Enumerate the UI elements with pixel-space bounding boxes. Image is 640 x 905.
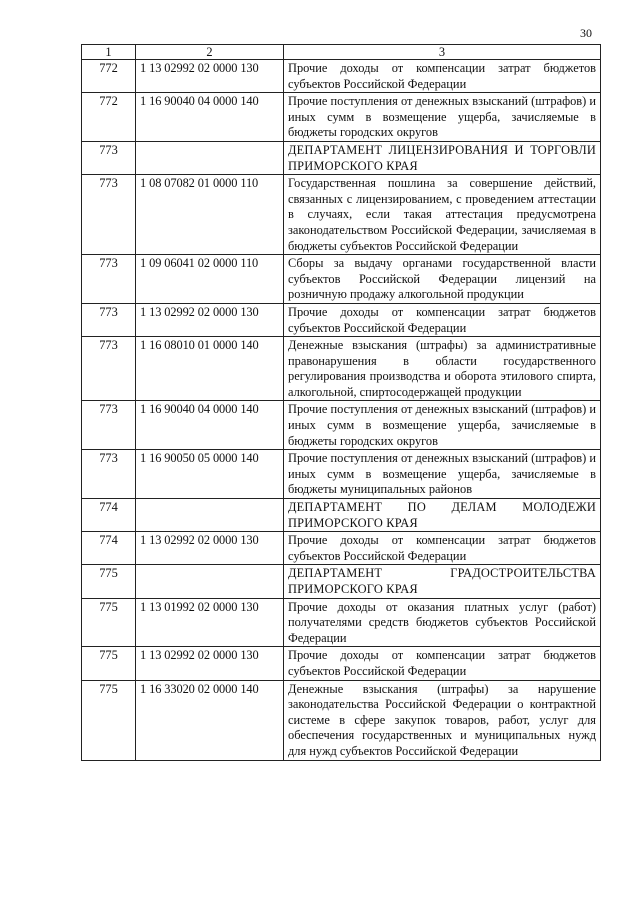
admin-code-cell: 772 bbox=[82, 93, 136, 142]
admin-code-cell: 773 bbox=[82, 175, 136, 255]
admin-code-cell: 775 bbox=[82, 680, 136, 760]
admin-code-cell: 775 bbox=[82, 647, 136, 680]
revenue-code-cell: 1 13 02992 02 0000 130 bbox=[136, 532, 284, 565]
revenue-name-cell: Прочие поступления от денежных взысканий (штрафов) и иных сумм в возмещение ущерба, зачисляемые в бюджеты муниципальных районов bbox=[284, 450, 601, 499]
table-row bbox=[82, 255, 601, 304]
revenue-name-cell: Прочие доходы от компенсации затрат бюджетов субъектов Российской Федерации bbox=[284, 647, 601, 680]
header-row bbox=[82, 45, 601, 60]
table-body bbox=[82, 60, 601, 761]
revenue-name-cell: Сборы за выдачу органами государственной власти субъектов Российской Федерации лицензий на розничную продажу алкогольной продукции bbox=[284, 255, 601, 304]
admin-code-cell: 773 bbox=[82, 141, 136, 174]
revenue-code-cell: 1 16 90040 04 0000 140 bbox=[136, 401, 284, 450]
revenue-code-cell: 1 13 02992 02 0000 130 bbox=[136, 647, 284, 680]
revenue-name-cell: Прочие поступления от денежных взысканий (штрафов) и иных сумм в возмещение ущерба, зачисляемые в бюджеты городских округов bbox=[284, 93, 601, 142]
revenue-name-cell: Денежные взыскания (штрафы) за нарушение законодательства Российской Федерации о контрактной системе в сфере закупок товаров, работ, услуг для обеспечения государственных и муниципальных нужд для нужд субъектов Российской Федерации bbox=[284, 680, 601, 760]
admin-code-cell: 773 bbox=[82, 337, 136, 401]
admin-code-cell: 775 bbox=[82, 598, 136, 647]
department-name-cell: ДЕПАРТАМЕНТ ПО ДЕЛАМ МОЛОДЕЖИ ПРИМОРСКОГО КРАЯ bbox=[284, 499, 601, 532]
admin-code-cell: 774 bbox=[82, 532, 136, 565]
revenue-name-cell: Прочие доходы от компенсации затрат бюджетов субъектов Российской Федерации bbox=[284, 303, 601, 336]
department-name-cell: ДЕПАРТАМЕНТ ГРАДОСТРОИТЕЛЬСТВА ПРИМОРСКОГО КРАЯ bbox=[284, 565, 601, 598]
table-row bbox=[82, 532, 601, 565]
admin-code-cell: 773 bbox=[82, 401, 136, 450]
revenue-code-cell: 1 16 33020 02 0000 140 bbox=[136, 680, 284, 760]
table-row bbox=[82, 598, 601, 647]
revenue-code-cell: 1 09 06041 02 0000 110 bbox=[136, 255, 284, 304]
revenue-name-cell: Прочие доходы от компенсации затрат бюджетов субъектов Российской Федерации bbox=[284, 60, 601, 93]
table-header bbox=[82, 45, 601, 60]
revenue-code-cell: 1 13 02992 02 0000 130 bbox=[136, 60, 284, 93]
admin-code-cell: 773 bbox=[82, 255, 136, 304]
admin-code-cell: 773 bbox=[82, 303, 136, 336]
revenue-code-cell: 1 13 01992 02 0000 130 bbox=[136, 598, 284, 647]
header-col-3: 3 bbox=[284, 45, 601, 60]
header-col-1: 1 bbox=[82, 45, 136, 60]
table-row bbox=[82, 337, 601, 401]
table-row bbox=[82, 93, 601, 142]
admin-code-cell: 772 bbox=[82, 60, 136, 93]
page-number: 30 bbox=[580, 26, 592, 40]
revenue-code-cell bbox=[136, 565, 284, 598]
table-row bbox=[82, 175, 601, 255]
admin-code-cell: 774 bbox=[82, 499, 136, 532]
table-row bbox=[82, 450, 601, 499]
revenue-name-cell: Прочие доходы от оказания платных услуг (работ) получателями средств бюджетов субъектов Российской Федерации bbox=[284, 598, 601, 647]
revenue-code-cell bbox=[136, 141, 284, 174]
revenue-code-cell: 1 16 90050 05 0000 140 bbox=[136, 450, 284, 499]
revenue-name-cell: Прочие доходы от компенсации затрат бюджетов субъектов Российской Федерации bbox=[284, 532, 601, 565]
department-name-cell: ДЕПАРТАМЕНТ ЛИЦЕНЗИРОВАНИЯ И ТОРГОВЛИ ПРИМОРСКОГО КРАЯ bbox=[284, 141, 601, 174]
revenue-code-cell bbox=[136, 499, 284, 532]
revenue-name-cell: Государственная пошлина за совершение действий, связанных с лицензированием, с проведением аттестации в случаях, если такая аттестация предусмотрена законодательством Российской Федерации, зачисляемая в бюджеты субъектов Российской Федерации bbox=[284, 175, 601, 255]
department-row bbox=[82, 499, 601, 532]
admin-code-cell: 775 bbox=[82, 565, 136, 598]
revenue-code-cell: 1 08 07082 01 0000 110 bbox=[136, 175, 284, 255]
table-row bbox=[82, 401, 601, 450]
table-row bbox=[82, 303, 601, 336]
table-row bbox=[82, 680, 601, 760]
table-row bbox=[82, 647, 601, 680]
revenue-code-cell: 1 16 08010 01 0000 140 bbox=[136, 337, 284, 401]
revenue-codes-table bbox=[81, 44, 601, 761]
table-row bbox=[82, 60, 601, 93]
department-row bbox=[82, 141, 601, 174]
revenue-name-cell: Денежные взыскания (штрафы) за административные правонарушения в области государственного регулирования производства и оборота этилового спирта, алкогольной, спиртосодержащей продукции bbox=[284, 337, 601, 401]
revenue-code-cell: 1 13 02992 02 0000 130 bbox=[136, 303, 284, 336]
revenue-code-cell: 1 16 90040 04 0000 140 bbox=[136, 93, 284, 142]
header-col-2: 2 bbox=[136, 45, 284, 60]
admin-code-cell: 773 bbox=[82, 450, 136, 499]
revenue-name-cell: Прочие поступления от денежных взысканий (штрафов) и иных сумм в возмещение ущерба, зачисляемые в бюджеты городских округов bbox=[284, 401, 601, 450]
department-row bbox=[82, 565, 601, 598]
